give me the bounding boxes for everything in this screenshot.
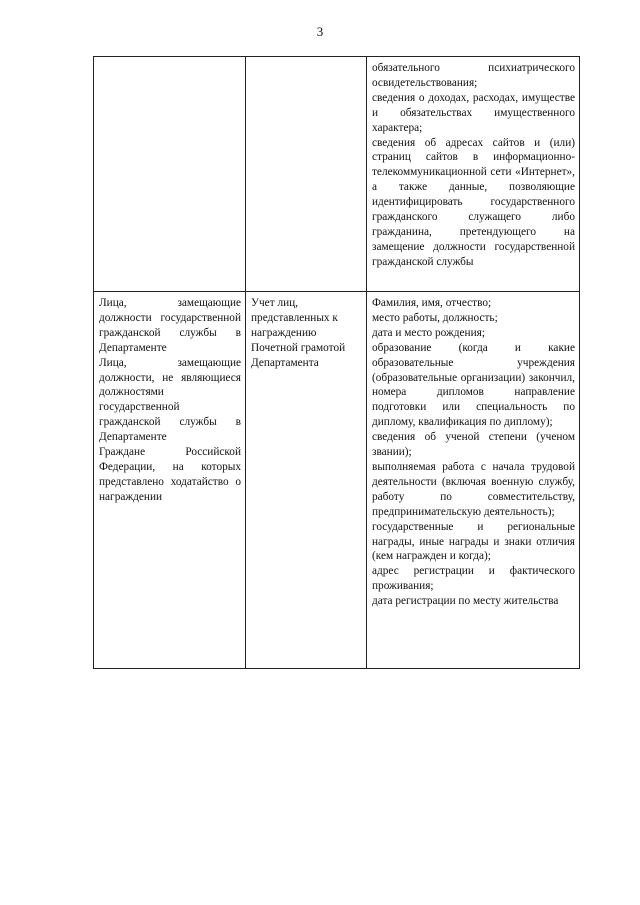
category-item: Граждане Российской Федерации, на которых представлено ходатайство о награждении [99, 446, 241, 503]
purpose-cell [246, 292, 367, 669]
data-item: дата и место рождения; [372, 326, 485, 339]
data-item: государственные и региональные награды, иные награды и знаки отличия (кем награжден и когда); [372, 520, 575, 563]
purpose-text: Учет лиц, представленных к награждению Почетной грамотой Департамента [251, 297, 346, 369]
category-item: Лица, замещающие должности государственной гражданской службы в Департаменте [99, 297, 241, 354]
data-list-cell [367, 57, 580, 292]
table-row [94, 57, 580, 292]
data-item: Фамилия, имя, отчество; [372, 297, 492, 309]
data-item: образование (когда и какие образовательные учреждения (образовательные организации) закончил, номера дипломов направление подготовки или специальность по диплому, квалификация по диплому); [372, 341, 575, 429]
personal-data-table [93, 56, 580, 669]
data-item: место работы, должность; [372, 311, 498, 324]
category-cell [94, 57, 246, 292]
data-item: выполняемая работа с начала трудовой деятельности (включая военную службу, работу по совместительству, предпринимательскую деятельность); [372, 460, 575, 518]
data-item: сведения об адресах сайтов и (или) страниц сайтов в информационно-телекоммуникационной сети «Интернет», а также данные, позволяющие идентифицировать государственного гражданского служащего либо гражданина, претендующего на замещение должности государственной гражданской службы [372, 136, 575, 268]
data-item: адрес регистрации и фактического проживания; [372, 565, 575, 593]
category-cell [94, 292, 246, 669]
page-number: 3 [316, 24, 324, 39]
purpose-cell [246, 57, 367, 292]
category-item: Лица, замещающие должности, не являющиеся должностями государственной гражданской службы в Департаменте [99, 356, 241, 444]
data-item: дата регистрации по месту жительства [372, 595, 559, 608]
data-list-cell [367, 292, 580, 669]
table-row [94, 292, 580, 669]
data-item: сведения о доходах, расходах, имуществе и обязательствах имущественного характера; [372, 91, 575, 134]
data-item: обязательного психиатрического освидетельствования; [372, 62, 575, 89]
data-item: сведения об ученой степени (ученом звании); [372, 431, 575, 459]
